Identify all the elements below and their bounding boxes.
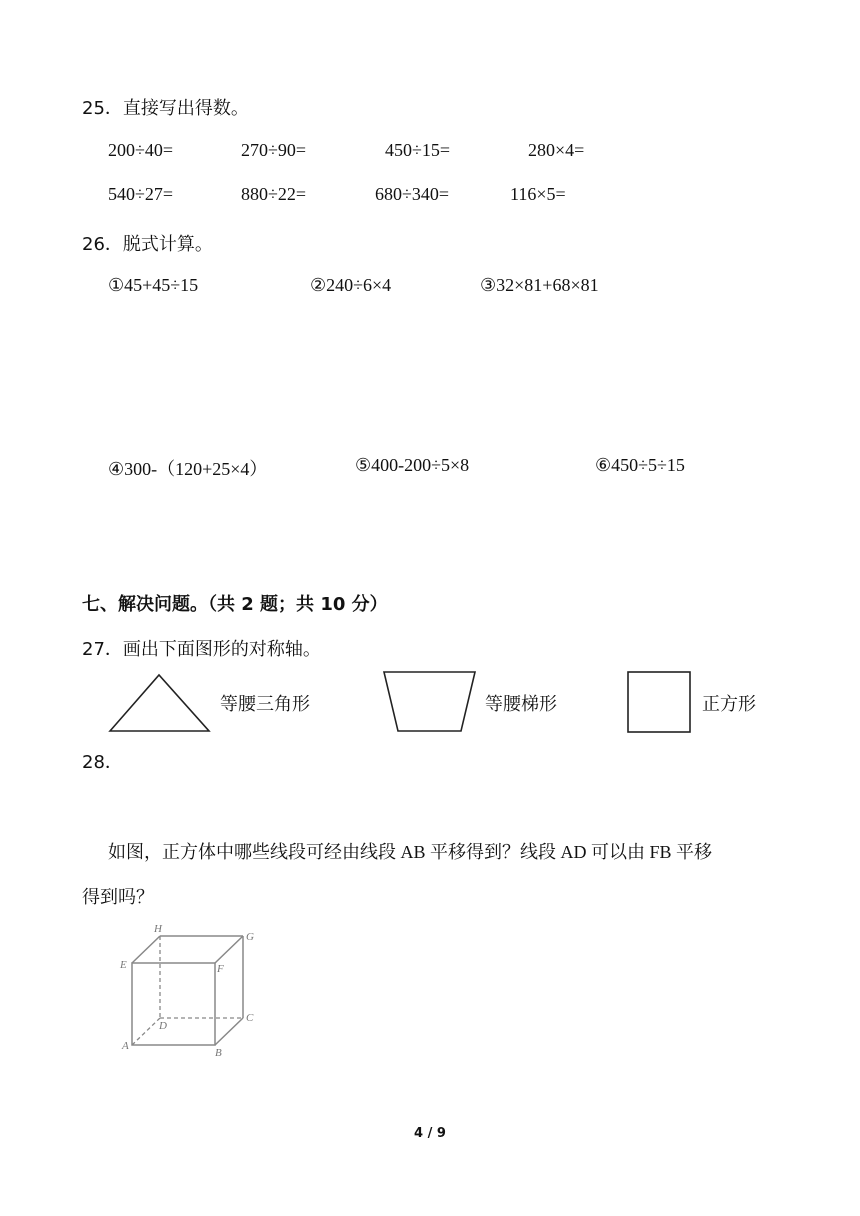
isosceles-triangle-figure	[108, 672, 212, 734]
q28-text-line2: 得到吗？	[82, 887, 154, 907]
q26-expr-6: ⑥450÷5÷15	[595, 455, 685, 475]
q25-expr-3: 450÷15=	[385, 140, 451, 160]
section-heading: 七、解决问题。（共 2 题；共 10 分）	[82, 594, 388, 615]
q25-expr-4: 280×4=	[528, 140, 585, 160]
triangle-label: 等腰三角形	[220, 694, 310, 715]
q25-expr-2: 270÷90=	[241, 140, 307, 160]
q25-title: 25．直接写出得数。	[82, 98, 249, 119]
cube-label-a: A	[122, 1040, 129, 1052]
q25-expr-6: 880÷22=	[241, 184, 307, 204]
cube-label-b: B	[215, 1047, 222, 1059]
q26-expr-5: ⑤400-200÷5×8	[355, 455, 470, 475]
q25-expr-5: 540÷27=	[108, 184, 174, 204]
square-figure	[626, 670, 692, 734]
cube-label-h: H	[154, 923, 162, 935]
cube-label-c: C	[246, 1012, 254, 1024]
trapezoid-label: 等腰梯形	[485, 694, 557, 715]
cube-label-f: F	[217, 963, 224, 975]
cube-figure	[110, 918, 270, 1060]
cube-label-e: E	[120, 959, 127, 971]
cube-label-d: D	[159, 1020, 167, 1032]
square-label: 正方形	[702, 694, 756, 715]
q26-expr-4: ④300-（120+25×4）	[108, 459, 268, 479]
q25-expr-1: 200÷40=	[108, 140, 174, 160]
cube-label-g: G	[246, 931, 254, 943]
isosceles-trapezoid-figure	[382, 670, 478, 734]
page-number: 4 / 9	[414, 1126, 446, 1141]
q26-expr-3: ③32×81+68×81	[480, 275, 599, 295]
q25-expr-8: 116×5=	[510, 184, 566, 204]
q25-expr-7: 680÷340=	[375, 184, 450, 204]
q26-expr-1: ①45+45÷15	[108, 275, 199, 295]
q27-title: 27．画出下面图形的对称轴。	[82, 639, 321, 660]
q26-expr-2: ②240÷6×4	[310, 275, 392, 295]
q26-title: 26．脱式计算。	[82, 234, 213, 255]
q28-number: 28．	[82, 752, 123, 773]
q28-text-line1: 如图，正方体中哪些线段可经由线段 AB 平移得到？线段 AD 可以由 FB 平移	[108, 842, 713, 862]
